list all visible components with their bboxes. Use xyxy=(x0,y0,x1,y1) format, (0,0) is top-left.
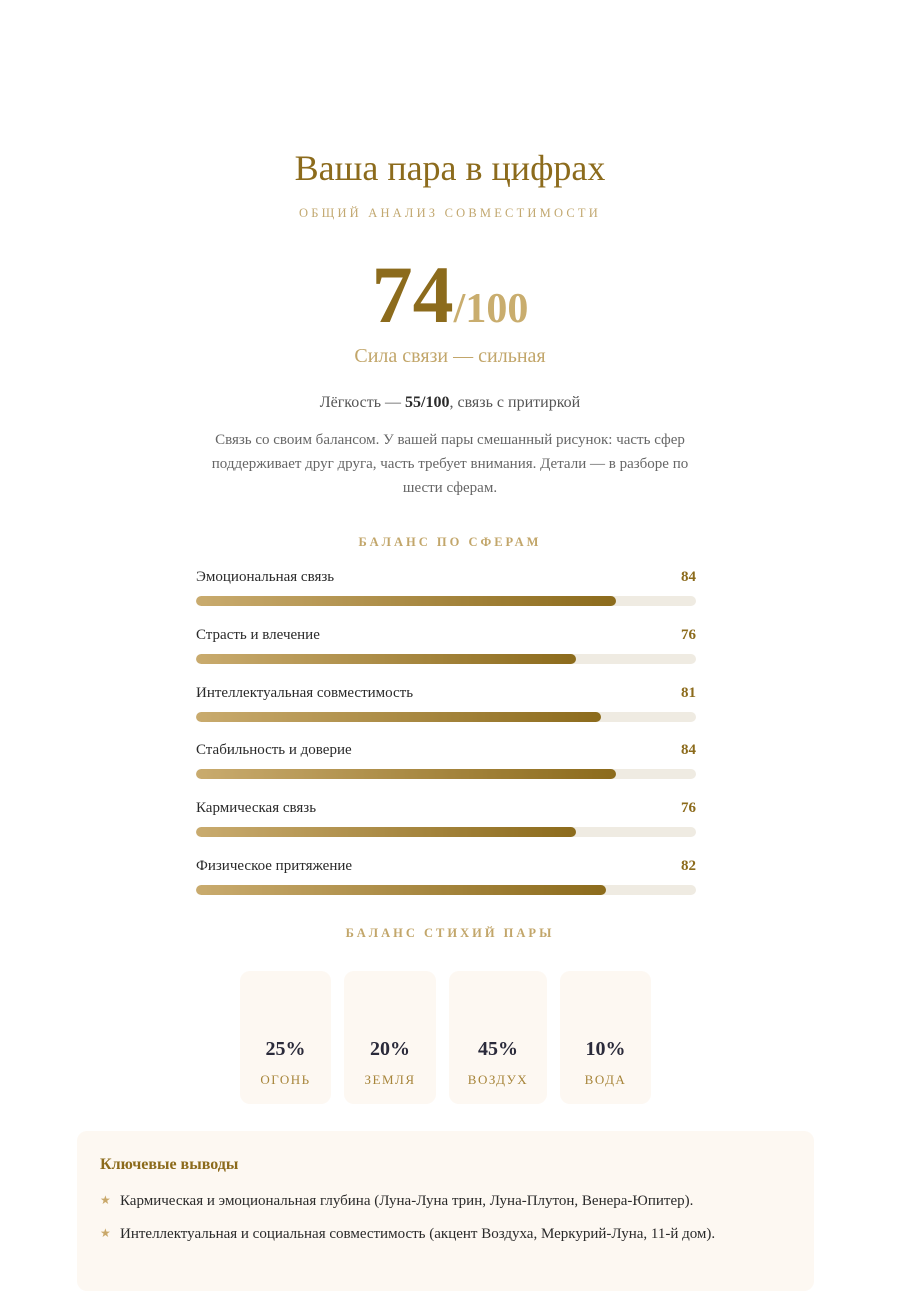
conclusion-item xyxy=(100,1190,693,1211)
sphere-bar-track xyxy=(196,885,696,895)
sphere-bar-fill xyxy=(196,712,601,722)
ease-line xyxy=(0,392,900,414)
sphere-bar-fill xyxy=(196,596,616,606)
ease-value: 55/100 xyxy=(405,394,450,411)
sphere-bar-fill xyxy=(196,654,576,664)
sphere-bar-track xyxy=(196,827,696,837)
element-name: ВОДА xyxy=(584,1072,627,1087)
elements-heading: БАЛАНС СТИХИЙ ПАРЫ xyxy=(345,926,555,940)
sphere-bar-fill xyxy=(196,885,606,895)
element-card-air xyxy=(449,971,547,1104)
element-card-fire xyxy=(240,971,331,1104)
sphere-value: 84 xyxy=(681,742,696,759)
sphere-bar-track xyxy=(196,769,696,779)
summary-description: Связь со своим балансом. У вашей пары смешанный рисунок: часть сфер поддерживает друг друга, часть требует внимания. Детали — в разборе по шести сферам. xyxy=(211,432,689,496)
ease-suffix: , связь с притиркой xyxy=(449,394,581,411)
sphere-label: Интеллектуальная совместимость xyxy=(196,684,414,701)
conclusion-item xyxy=(100,1223,715,1244)
elements-balance xyxy=(0,971,900,1104)
element-percent: 10% xyxy=(585,1038,626,1060)
sphere-row xyxy=(196,739,696,797)
sphere-value: 84 xyxy=(681,569,696,585)
element-percent: 25% xyxy=(265,1038,306,1060)
ease-prefix: Лёгкость — xyxy=(319,394,406,411)
connection-strength: Сила связи — сильная xyxy=(354,345,546,367)
sphere-label: Стабильность и доверие xyxy=(196,742,352,759)
sphere-value: 82 xyxy=(681,857,696,874)
star-icon: ★ xyxy=(100,1193,111,1207)
element-card-earth xyxy=(344,971,436,1104)
sphere-label: Физическое притяжение xyxy=(196,857,353,874)
sphere-label: Страсть и влечение xyxy=(196,626,320,643)
key-conclusions xyxy=(77,1131,814,1291)
sphere-bar-fill xyxy=(196,769,616,779)
sphere-bar-fill xyxy=(196,827,576,837)
sphere-row xyxy=(196,566,696,624)
spheres-heading: БАЛАНС ПО СФЕРАМ xyxy=(358,535,542,549)
page-subtitle: ОБЩИЙ АНАЛИЗ СОВМЕСТИМОСТИ xyxy=(299,206,601,220)
spheres-bars xyxy=(196,566,696,913)
sphere-row xyxy=(196,797,696,855)
sphere-value: 76 xyxy=(681,800,696,817)
element-name: ВОЗДУХ xyxy=(467,1072,529,1087)
element-percent: 45% xyxy=(478,1038,518,1060)
sphere-label: Эмоциональная связь xyxy=(196,569,335,585)
element-card-water xyxy=(560,971,651,1104)
element-name: ЗЕМЛЯ xyxy=(364,1072,416,1087)
score-max: /100 xyxy=(453,286,529,332)
sphere-bar-track xyxy=(196,654,696,664)
sphere-value: 81 xyxy=(681,684,696,701)
element-name: ОГОНЬ xyxy=(260,1072,311,1087)
conclusion-text: Интеллектуальная и социальная совместимость (акцент Воздуха, Меркурий-Луна, 11-й дом). xyxy=(120,1226,716,1242)
score-value: 74 xyxy=(371,249,454,340)
sphere-label: Кармическая связь xyxy=(196,800,317,817)
conclusion-text: Кармическая и эмоциональная глубина (Луна-Луна трин, Луна-Плутон, Венера-Юпитер). xyxy=(120,1193,694,1209)
sphere-bar-track xyxy=(196,596,696,606)
sphere-bar-track xyxy=(196,712,696,722)
star-icon: ★ xyxy=(100,1226,111,1240)
conclusions-title: Ключевые выводы xyxy=(100,1156,239,1173)
sphere-row xyxy=(196,855,696,913)
sphere-row xyxy=(196,624,696,682)
page-title: Ваша пара в цифрах xyxy=(294,148,606,188)
sphere-row xyxy=(196,682,696,740)
element-percent: 20% xyxy=(370,1038,410,1060)
sphere-value: 76 xyxy=(681,626,696,643)
